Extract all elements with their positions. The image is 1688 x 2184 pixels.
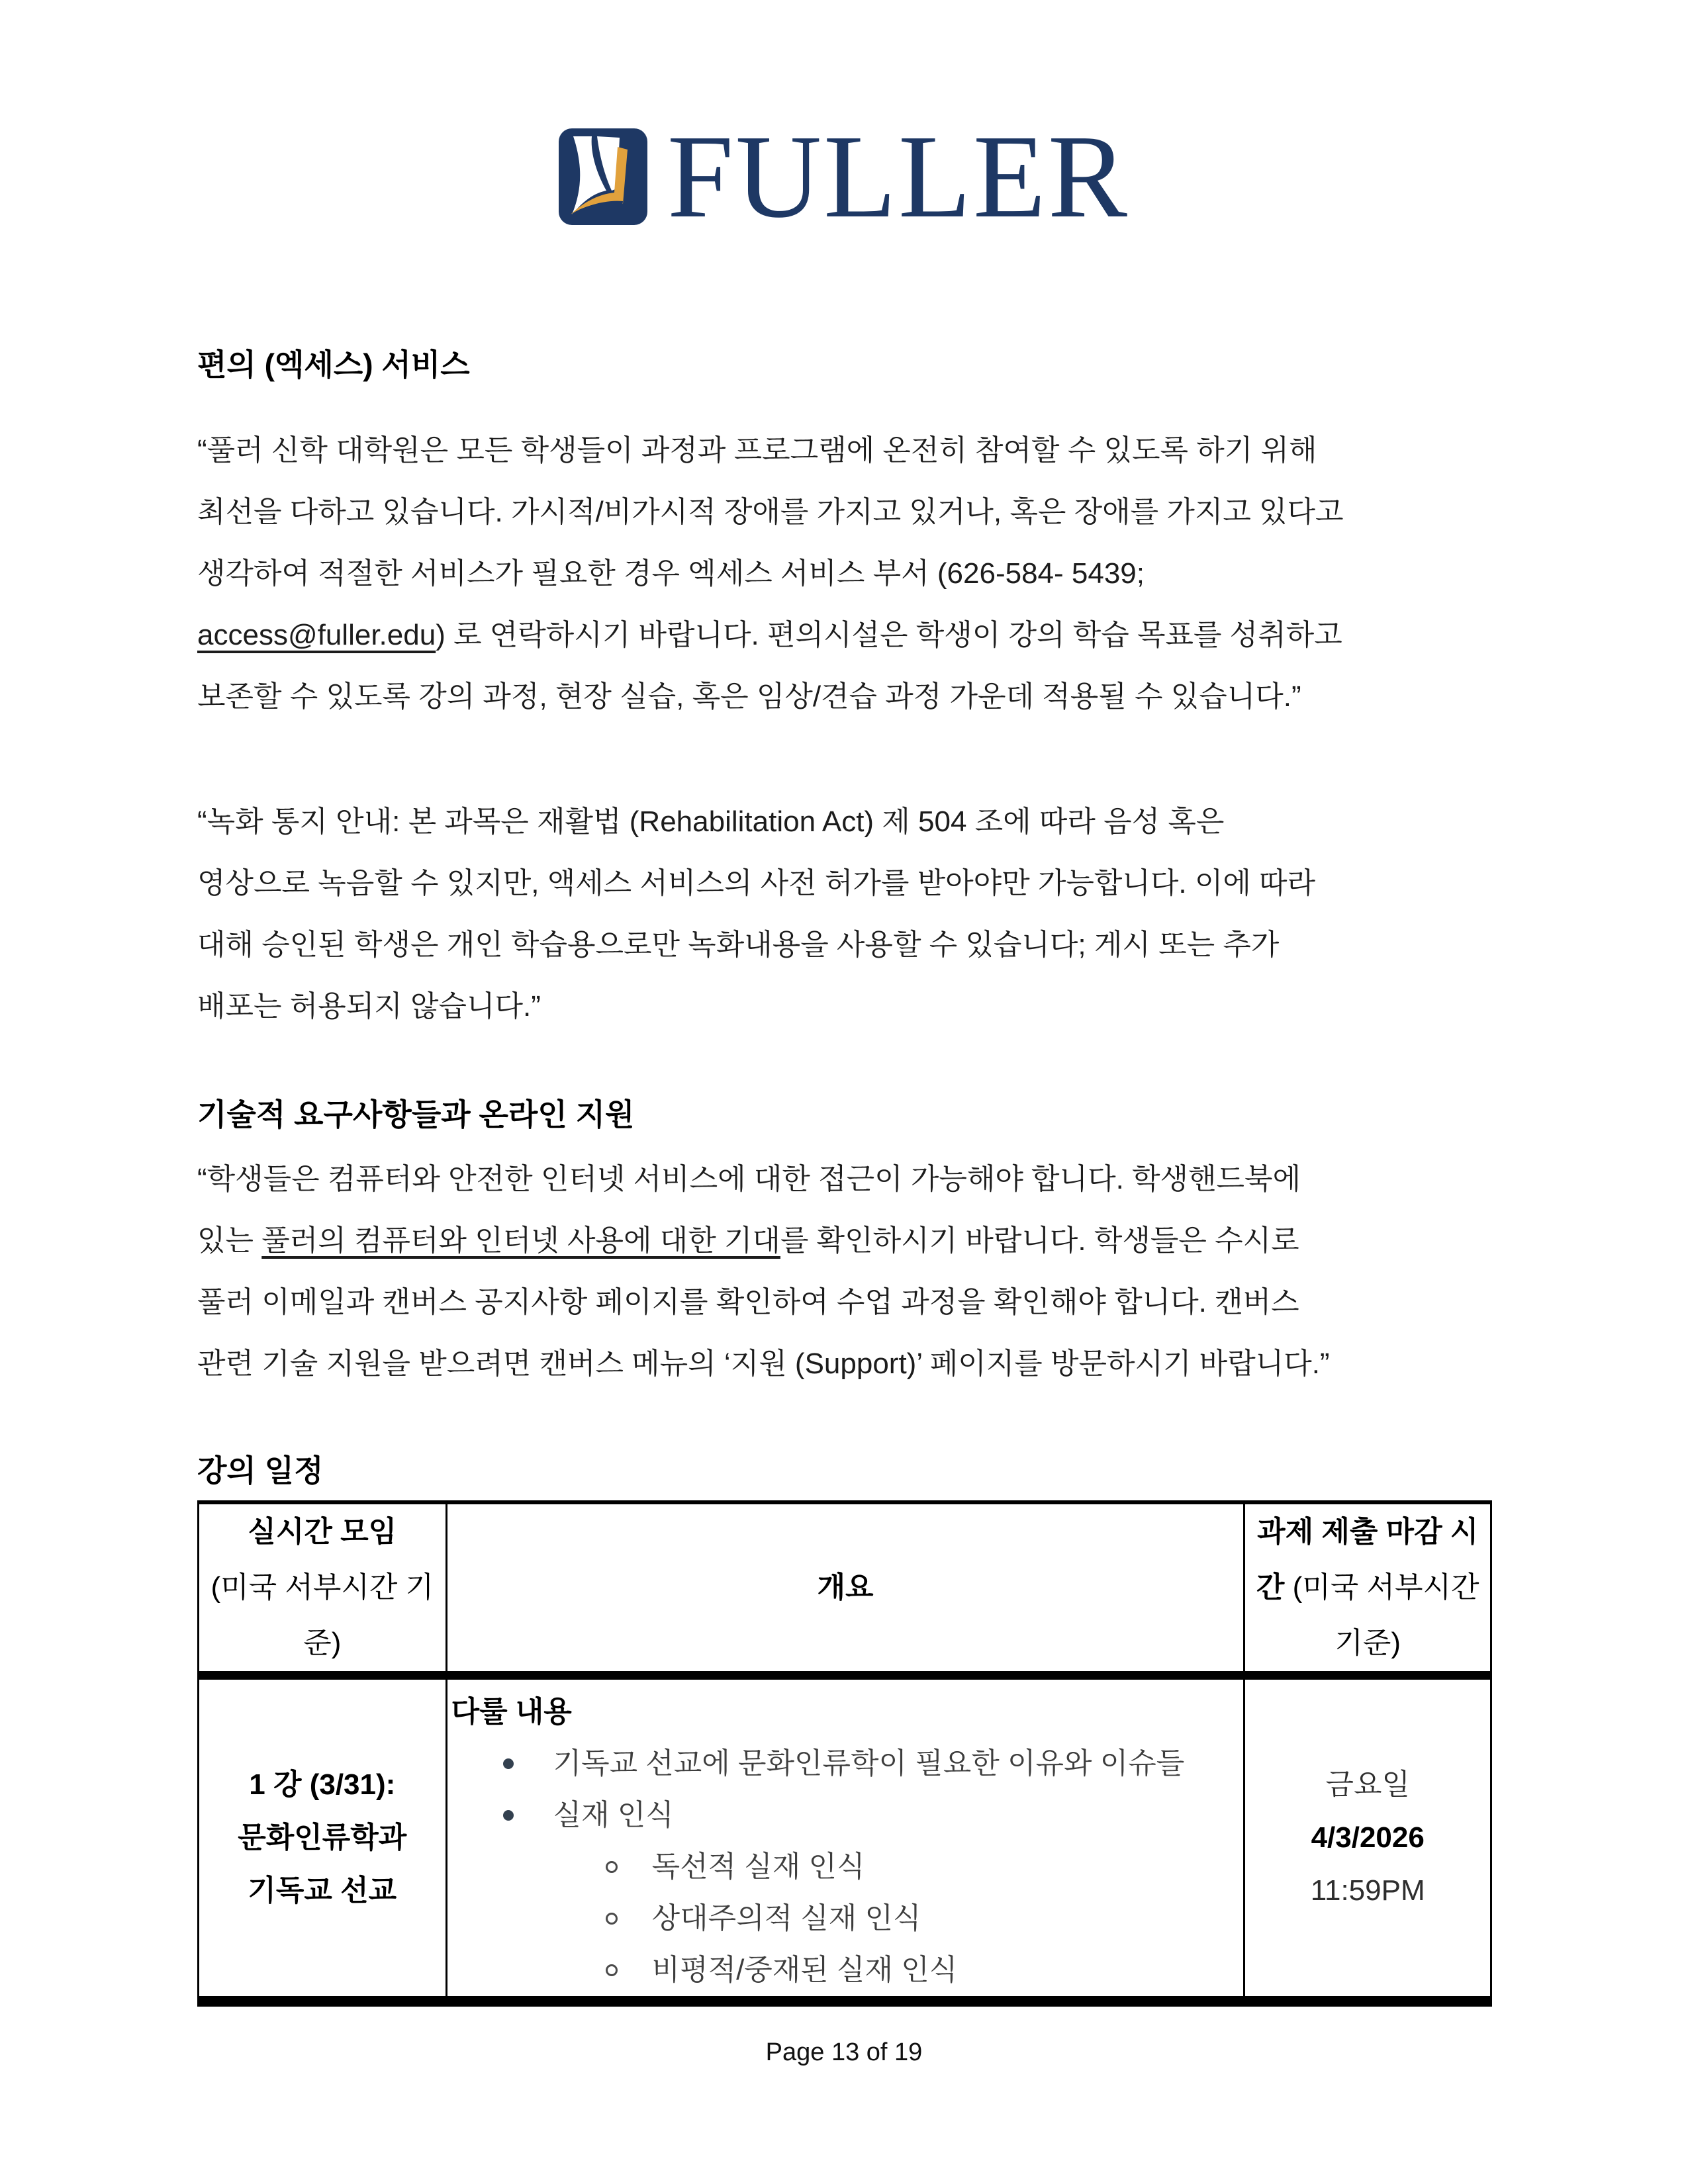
- list-item-text: 실재 인식: [553, 1799, 674, 1831]
- paragraph-line: 최선을 다하고 있습니다. 가시적/비가시적 장애를 가지고 있거나, 혹은 장애를 가지고 있다고: [197, 496, 1344, 528]
- paragraph-access-services: [197, 420, 1491, 727]
- due-day: 금요일: [1325, 1768, 1410, 1801]
- heading-course-schedule: 강의 일정: [197, 1453, 324, 1488]
- bullet-dot-icon: [503, 1758, 514, 1769]
- sub-list-item: [451, 1944, 1237, 1996]
- paragraph-recording-notice: [197, 791, 1491, 1037]
- paragraph-line: “풀러 신학 대학원은 모든 학생들이 과정과 프로그램에 온전히 참여할 수 있도록 하기 위해: [197, 434, 1317, 467]
- header-cell-overview: [446, 1502, 1244, 1676]
- header-live-meeting-bold: 실시간 모임: [248, 1516, 397, 1548]
- due-cell: [1244, 1676, 1491, 2002]
- bullet-circle-icon: [606, 1964, 618, 1976]
- heading-tech-requirements: 기술적 요구사항들과 온라인 지원: [197, 1097, 635, 1132]
- overview-cell: [446, 1676, 1244, 2002]
- paragraph-line: 관련 기술 지원을 받으려면 캔버스 메뉴의 ‘지원 (Support)’ 페이지를 방문하시기 바랍니다.”: [197, 1347, 1330, 1380]
- list-item-text: 비평적/중재된 실재 인식: [651, 1954, 958, 1986]
- due-date: 4/3/2026: [1311, 1821, 1425, 1854]
- list-item: [451, 1738, 1237, 1790]
- paragraph-line: [197, 1210, 1491, 1271]
- session-title-line: 기독교 선교: [248, 1874, 397, 1907]
- paragraph-line: “녹화 통지 안내: 본 과목은 재활법 (Rehabilitation Act) 제 504 조에 따라 음성 혹은: [197, 805, 1225, 838]
- session-title-line: 문화인류학과: [238, 1821, 407, 1854]
- bullet-circle-icon: [606, 1913, 618, 1925]
- paragraph-line: [197, 604, 1491, 666]
- paragraph-line-rest: ) 로 연락하시기 바랍니다. 편의시설은 학생이 강의 학습 목표를 성취하고: [436, 619, 1342, 651]
- header-overview-label: 개요: [817, 1571, 874, 1604]
- fuller-logo: [559, 111, 1129, 242]
- sub-list-item: [451, 1841, 1237, 1893]
- paragraph-line: “학생들은 컴퓨터와 안전한 인터넷 서비스에 대한 접근이 가능해야 합니다. 학생핸드북에: [197, 1163, 1301, 1195]
- paragraph-tech-requirements: [197, 1148, 1491, 1394]
- header-cell-due: [1244, 1502, 1491, 1676]
- list-item-text: 기독교 선교에 문화인류학이 필요한 이유와 이슈들: [553, 1747, 1185, 1780]
- fuller-wordmark: FULLER: [667, 111, 1129, 242]
- paragraph-line: 대해 승인된 학생은 개인 학습용으로만 녹화내용을 사용할 수 있습니다; 게시 또는 추가: [197, 929, 1280, 961]
- header-due-note: (미국 서부시간 기준): [1284, 1571, 1479, 1659]
- due-time: 11:59PM: [1310, 1874, 1425, 1907]
- access-email-link[interactable]: access@fuller.edu: [197, 619, 436, 651]
- paragraph-line: 보존할 수 있도록 강의 과정, 현장 실습, 혹은 임상/견습 과정 가운데 적용될 수 있습니다.”: [197, 680, 1301, 713]
- course-schedule-table: [197, 1500, 1492, 2007]
- header-due-bold: 과제 제출 마감 시간: [1256, 1516, 1479, 1604]
- paragraph-line: 영상으로 녹음할 수 있지만, 액세스 서비스의 사전 허가를 받아야만 가능합니다. 이에 따라: [197, 867, 1316, 899]
- paragraph-line-pre: 있는: [197, 1224, 262, 1257]
- logo-row: [0, 0, 1688, 242]
- header-live-meeting-note: (미국 서부시간 기준): [211, 1571, 434, 1659]
- schedule-row-session-1: [199, 1676, 1491, 2002]
- header-cell-live-meeting: [199, 1502, 447, 1676]
- schedule-header-row: [199, 1502, 1491, 1676]
- paragraph-line: 생각하여 적절한 서비스가 필요한 경우 엑세스 서비스 부서 (626-584- 5439;: [197, 557, 1145, 590]
- heading-access-services: 편의 (엑세스) 서비스: [197, 347, 470, 382]
- list-item: [451, 1790, 1237, 1841]
- bullet-dot-icon: [503, 1810, 514, 1821]
- sub-list-item: [451, 1893, 1237, 1944]
- paragraph-line-rest: 를 확인하시기 바랍니다. 학생들은 수시로: [780, 1224, 1299, 1257]
- bullet-circle-icon: [606, 1861, 618, 1873]
- paragraph-line: 풀러 이메일과 캔버스 공지사항 페이지를 확인하여 수업 과정을 확인해야 합니다. 캔버스: [197, 1286, 1299, 1318]
- list-item-text: 상대주의적 실재 인식: [651, 1902, 921, 1934]
- computer-internet-expectations-link[interactable]: 풀러의 컴퓨터와 인터넷 사용에 대한 기대: [261, 1224, 780, 1257]
- open-book-logo-icon: [559, 128, 647, 225]
- paragraph-line: 배포는 허용되지 않습니다.”: [197, 990, 541, 1023]
- session-cell: [199, 1676, 447, 2002]
- session-title-line: 1 강 (3/31):: [249, 1768, 396, 1801]
- page-number: Page 13 of 19: [765, 2038, 923, 2066]
- overview-title: 다룰 내용: [451, 1696, 572, 1728]
- list-item-text: 독선적 실재 인식: [651, 1850, 865, 1883]
